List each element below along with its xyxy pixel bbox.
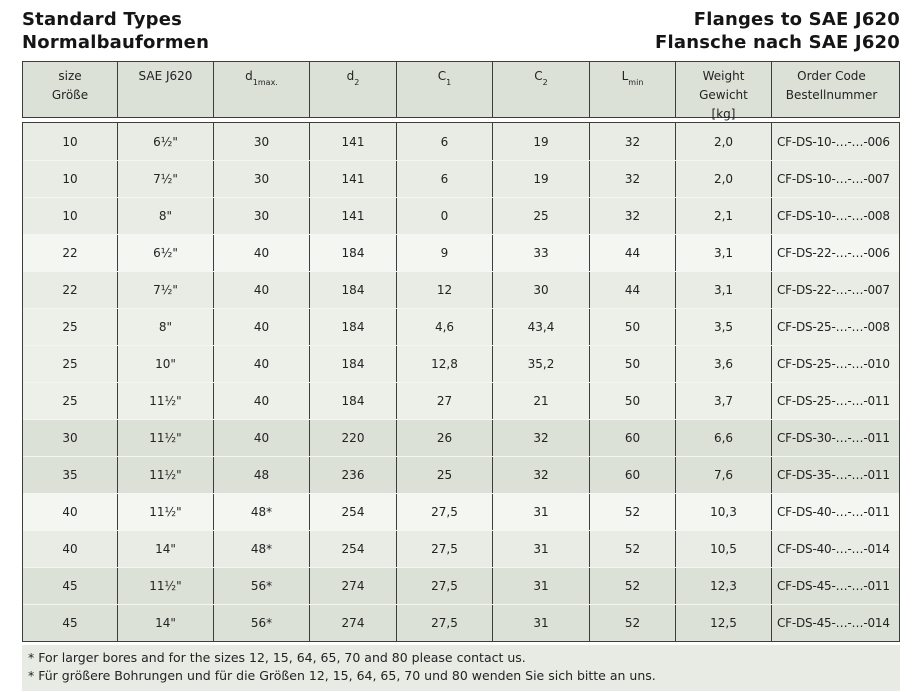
d2-cell: 236 [310,457,397,493]
table-row [23,419,899,456]
weight-cell: 2,1 [676,198,772,234]
weight-cell: 7,6 [676,457,772,493]
size-cell: 40 [23,494,118,530]
lmin-cell: 50 [590,309,676,345]
size-cell: 30 [23,420,118,456]
c1-cell: 12,8 [397,346,493,382]
c1-cell: 27 [397,383,493,419]
table-header-row [22,61,900,121]
size-cell: 25 [23,346,118,382]
title-en: Standard Types [22,9,183,30]
col-header-sae-j620 [118,62,214,117]
col-header-c2-label: $C_2$ [534,69,548,88]
c2-cell: 32 [493,457,590,493]
weight-cell: 2,0 [676,161,772,197]
col-header-c1-label: $C_1$ [437,69,452,88]
order-code-cell: CF-DS-25-…-…-008 [777,320,890,334]
d1max-cell: 30 [214,123,310,160]
table-row [23,456,899,493]
order-code-cell: CF-DS-10-…-…-006 [777,134,890,149]
col-header-order-code-de: Bestellnummer [785,88,878,102]
lmin-cell: 32 [590,198,676,234]
table-row [23,530,899,567]
col-header-size-de: Größe [51,88,89,102]
col-header-sae-j620-label: SAE J620 [138,69,193,83]
weight-cell: 3,7 [676,383,772,419]
table-row [23,604,899,641]
c1-cell: 9 [397,235,493,271]
col-header-size-en: size [58,69,82,83]
d2-cell: 184 [310,309,397,345]
order-code-cell: CF-DS-25-…-…-011 [777,394,890,408]
c1-cell: 6 [397,161,493,197]
d2-cell: 141 [310,161,397,197]
col-header-c2 [493,62,590,117]
c2-cell: 30 [493,272,590,308]
size-cell: 45 [23,568,118,604]
table-row [23,308,899,345]
d2-cell: 184 [310,272,397,308]
size-cell: 35 [23,457,118,493]
size-cell: 22 [23,272,118,308]
d1max-cell: 40 [214,272,310,308]
subject-en: Flanges to SAE J620 [693,9,900,30]
d2-cell: 184 [310,235,397,271]
lmin-cell: 60 [590,420,676,456]
col-header-weight-en: Weight [702,69,745,83]
weight-cell: 3,5 [676,309,772,345]
title-de: Normalbauformen [22,32,210,53]
col-header-order-code-en: Order Code [797,69,866,83]
lmin-cell: 50 [590,383,676,419]
weight-cell: 3,1 [676,235,772,271]
c1-cell: 27,5 [397,568,493,604]
sae-size-cell: 10" [118,346,214,382]
lmin-cell: 32 [590,161,676,197]
table-row [23,382,899,419]
c2-cell: 35,2 [493,346,590,382]
lmin-cell: 52 [590,531,676,567]
lmin-cell: 60 [590,457,676,493]
c2-cell: 31 [493,568,590,604]
lmin-cell: 52 [590,605,676,641]
lmin-cell: 44 [590,235,676,271]
col-header-d2 [310,62,397,117]
size-cell: 45 [23,605,118,641]
d1max-cell: 30 [214,198,310,234]
d2-cell: 274 [310,568,397,604]
d1max-cell: 30 [214,161,310,197]
page-header [22,8,900,54]
col-header-lmin-label: $L_{min}$ [621,69,644,88]
table-row [23,493,899,530]
table-row [23,271,899,308]
table-row [23,160,899,197]
sae-size-cell: 8" [118,309,214,345]
size-cell: 25 [23,309,118,345]
table-row [23,123,899,160]
c1-cell: 27,5 [397,605,493,641]
col-header-weight [676,62,772,121]
d1max-cell: 48 [214,457,310,493]
d1max-cell: 40 [214,346,310,382]
d1max-cell: 56* [214,605,310,641]
order-code-cell: CF-DS-45-…-…-011 [777,579,890,593]
c2-cell: 25 [493,198,590,234]
table-row [23,567,899,604]
d1max-cell: 48* [214,494,310,530]
col-header-order-code [772,62,891,117]
order-code-cell: CF-DS-10-…-…-008 [777,209,890,223]
col-header-size [23,62,118,117]
size-cell: 10 [23,198,118,234]
lmin-cell: 52 [590,494,676,530]
d2-cell: 184 [310,383,397,419]
d2-cell: 254 [310,494,397,530]
col-header-d2-label: $d_2$ [346,69,360,88]
d1max-cell: 56* [214,568,310,604]
c2-cell: 33 [493,235,590,271]
size-cell: 10 [23,123,118,160]
d2-cell: 184 [310,346,397,382]
weight-cell: 2,0 [676,123,772,160]
col-header-d1max [214,62,310,117]
sae-size-cell: 14" [118,605,214,641]
weight-cell: 12,5 [676,605,772,641]
footnote-en: * For larger bores and for the sizes 12, 15, 64, 65, 70 and 80 please contact us. [28,650,526,665]
lmin-cell: 32 [590,123,676,160]
order-code-cell: CF-DS-35-…-…-011 [777,468,890,482]
col-header-lmin [590,62,676,117]
sae-size-cell: 14" [118,531,214,567]
weight-cell: 12,3 [676,568,772,604]
col-header-c1 [397,62,493,117]
size-cell: 40 [23,531,118,567]
footnote-de: * Für größere Bohrungen und für die Größen 12, 15, 64, 65, 70 und 80 wenden Sie sich bitte an uns. [28,668,656,683]
c1-cell: 12 [397,272,493,308]
size-cell: 10 [23,161,118,197]
sae-size-cell: 11½" [118,420,214,456]
title-right [655,8,900,54]
col-header-weight-unit: [kg] [711,107,736,121]
sae-size-cell: 8" [118,198,214,234]
sae-size-cell: 7½" [118,161,214,197]
sae-size-cell: 11½" [118,383,214,419]
table-row [23,345,899,382]
order-code-cell: CF-DS-25-…-…-010 [777,357,890,371]
d1max-cell: 48* [214,531,310,567]
size-cell: 22 [23,235,118,271]
weight-cell: 10,3 [676,494,772,530]
order-code-cell: CF-DS-30-…-…-011 [777,431,890,445]
lmin-cell: 50 [590,346,676,382]
sae-size-cell: 11½" [118,457,214,493]
c2-cell: 19 [493,161,590,197]
sae-size-cell: 6½" [118,235,214,271]
c2-cell: 32 [493,420,590,456]
c2-cell: 31 [493,494,590,530]
c1-cell: 27,5 [397,494,493,530]
c1-cell: 6 [397,123,493,160]
weight-cell: 10,5 [676,531,772,567]
size-cell: 25 [23,383,118,419]
d2-cell: 274 [310,605,397,641]
order-code-cell: CF-DS-22-…-…-006 [777,246,890,260]
table-row [23,234,899,271]
c1-cell: 27,5 [397,531,493,567]
sae-size-cell: 6½" [118,123,214,160]
d1max-cell: 40 [214,383,310,419]
d2-cell: 141 [310,123,397,160]
c2-cell: 19 [493,123,590,160]
order-code-cell: CF-DS-40-…-…-011 [777,505,890,519]
sae-size-cell: 11½" [118,494,214,530]
lmin-cell: 52 [590,568,676,604]
c1-cell: 0 [397,198,493,234]
sae-size-cell: 11½" [118,568,214,604]
table-body [22,122,900,642]
lmin-cell: 44 [590,272,676,308]
d1max-cell: 40 [214,420,310,456]
order-code-cell: CF-DS-22-…-…-007 [777,283,890,297]
d2-cell: 220 [310,420,397,456]
subject-de: Flansche nach SAE J620 [655,32,900,53]
order-code-cell: CF-DS-10-…-…-007 [777,172,890,186]
c1-cell: 4,6 [397,309,493,345]
c1-cell: 25 [397,457,493,493]
order-code-cell: CF-DS-45-…-…-014 [777,616,890,630]
d2-cell: 141 [310,198,397,234]
c1-cell: 26 [397,420,493,456]
c2-cell: 43,4 [493,309,590,345]
footnotes [22,645,900,691]
table-row [23,197,899,234]
c2-cell: 31 [493,605,590,641]
c2-cell: 31 [493,531,590,567]
d1max-cell: 40 [214,235,310,271]
title-left [22,8,209,54]
weight-cell: 6,6 [676,420,772,456]
col-header-weight-de: Gewicht [699,88,748,102]
d1max-cell: 40 [214,309,310,345]
sae-size-cell: 7½" [118,272,214,308]
col-header-d1max-label: $d_{1max.}$ [245,69,278,88]
weight-cell: 3,1 [676,272,772,308]
order-code-cell: CF-DS-40-…-…-014 [777,542,890,556]
c2-cell: 21 [493,383,590,419]
weight-cell: 3,6 [676,346,772,382]
d2-cell: 254 [310,531,397,567]
